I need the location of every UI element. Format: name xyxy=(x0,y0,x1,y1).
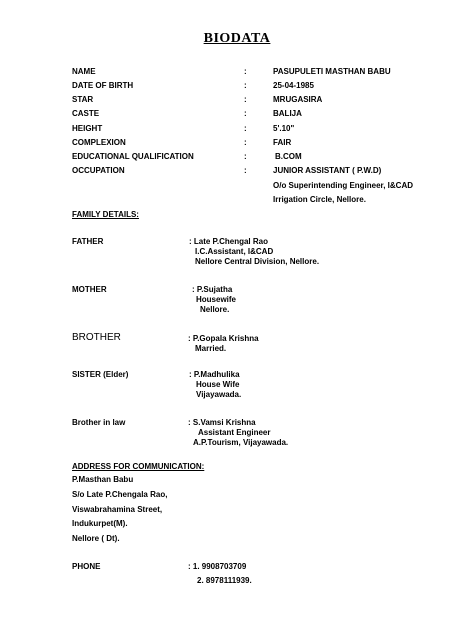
field-value: FAIR xyxy=(273,138,292,147)
family-heading: FAMILY DETAILS: xyxy=(72,210,139,219)
field-colon: : xyxy=(244,81,247,90)
sister-line: House Wife xyxy=(196,380,240,389)
father-line: : Late P.Chengal Rao xyxy=(189,237,268,246)
phone-number: : 1. 9908703709 xyxy=(188,562,247,571)
occupation-line: Irrigation Circle, Nellore. xyxy=(273,195,366,204)
field-label: EDUCATIONAL QUALIFICATION xyxy=(72,152,194,161)
field-label: CASTE xyxy=(72,109,100,118)
mother-line: Nellore. xyxy=(200,305,230,314)
brother-in-law-line: A.P.Tourism, Vijayawada. xyxy=(193,438,289,447)
mother-label: MOTHER xyxy=(72,285,107,294)
address-line: P.Masthan Babu xyxy=(72,475,134,484)
field-colon: : xyxy=(244,67,247,76)
field-colon: : xyxy=(244,166,247,175)
address-line: S/o Late P.Chengala Rao, xyxy=(72,490,168,499)
father-line: Nellore Central Division, Nellore. xyxy=(195,257,320,266)
father-label: FATHER xyxy=(72,237,104,246)
address-line: Indukurpet(M). xyxy=(72,519,128,528)
brother-in-law-line: Assistant Engineer xyxy=(198,428,271,437)
field-colon: : xyxy=(244,138,247,147)
phone-label: PHONE xyxy=(72,562,101,571)
field-label: COMPLEXION xyxy=(72,138,126,147)
occupation-line: O/o Superintending Engineer, I&CAD xyxy=(273,181,414,190)
phone-number: 2. 8978111939. xyxy=(197,576,252,585)
field-value: 5'.10" xyxy=(273,124,295,133)
field-value: JUNIOR ASSISTANT ( P.W.D) xyxy=(273,166,382,175)
brother-in-law-label: Brother in law xyxy=(72,418,126,427)
sister-line: : P.Madhulika xyxy=(189,370,240,379)
field-value: B.COM xyxy=(275,152,302,161)
field-colon: : xyxy=(244,109,247,118)
field-colon: : xyxy=(244,124,247,133)
field-label: DATE OF BIRTH xyxy=(72,81,134,90)
field-value: PASUPULETI MASTHAN BABU xyxy=(273,67,391,76)
field-label: NAME xyxy=(72,67,96,76)
field-value: MRUGASIRA xyxy=(273,95,323,104)
document-title: BIODATA xyxy=(203,31,271,46)
address-line: Viswabrahamina Street, xyxy=(72,505,163,514)
field-label: HEIGHT xyxy=(72,124,103,133)
brother-line: Married. xyxy=(195,344,227,353)
brother-label: BROTHER xyxy=(72,332,121,343)
field-colon: : xyxy=(244,152,247,161)
address-line: Nellore ( Dt). xyxy=(72,534,120,543)
field-colon: : xyxy=(244,95,247,104)
father-line: I.C.Assistant, I&CAD xyxy=(195,247,274,256)
mother-line: : P.Sujatha xyxy=(192,285,233,294)
sister-label: SISTER (Elder) xyxy=(72,370,129,379)
mother-line: Housewife xyxy=(196,295,237,304)
address-heading: ADDRESS FOR COMMUNICATION: xyxy=(72,462,205,471)
sister-line: Vijayawada. xyxy=(196,390,242,399)
brother-in-law-line: : S.Vamsi Krishna xyxy=(188,418,256,427)
field-label: STAR xyxy=(72,95,94,104)
field-label: OCCUPATION xyxy=(72,166,125,175)
brother-line: : P.Gopala Krishna xyxy=(188,334,259,343)
field-value: BALIJA xyxy=(273,109,302,118)
field-value: 25-04-1985 xyxy=(273,81,314,90)
